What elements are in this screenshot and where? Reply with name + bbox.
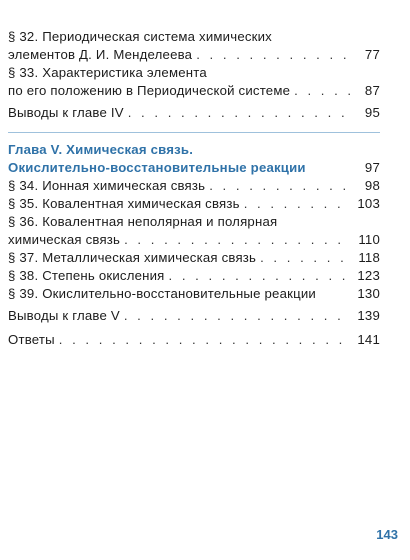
toc-entry-line: § 32. Периодическая система химических <box>8 29 272 44</box>
toc-entry-35 <box>8 195 380 213</box>
toc-entry-38 <box>8 267 380 285</box>
toc-entry-line: § 34. Ионная химическая связь <box>8 178 206 193</box>
chapter-heading-line: Глава V. Химическая связь. <box>8 142 194 157</box>
toc-page-number: 95 <box>364 105 380 120</box>
leader-dots <box>260 249 350 267</box>
leader-dots <box>196 46 350 64</box>
toc-page-number: 97 <box>364 160 380 175</box>
leader-dots <box>244 195 350 213</box>
toc-page-number: 87 <box>364 83 380 98</box>
toc-entry-37 <box>8 249 380 267</box>
toc-entry-line: § 35. Ковалентная химическая связь <box>8 196 240 211</box>
toc-entry-line: Выводы к главе IV <box>8 105 124 120</box>
toc-entry-line: Ответы <box>8 332 55 347</box>
leader-dots <box>209 177 350 195</box>
toc-entry-34 <box>8 177 380 195</box>
toc-page-number: 103 <box>357 196 380 211</box>
page-number: 143 <box>376 527 398 542</box>
toc-entry-summary-iv <box>8 104 380 122</box>
toc-entry-39 <box>8 285 380 303</box>
toc-entry-line: § 38. Степень окисления <box>8 268 165 283</box>
toc-entry-36 <box>8 213 380 249</box>
toc-page-number: 98 <box>364 178 380 193</box>
leader-dots <box>59 331 350 349</box>
toc-page-number: 139 <box>357 308 380 323</box>
toc-page-number: 130 <box>357 286 380 301</box>
toc-entry-line: химическая связь <box>8 232 121 247</box>
toc-entry-line: Выводы к главе V <box>8 308 120 323</box>
toc-page-number: 123 <box>357 268 380 283</box>
toc-entry-33 <box>8 64 380 100</box>
toc-page-number: 141 <box>357 332 380 347</box>
toc-chapter-v-heading <box>8 141 380 177</box>
leader-dots <box>124 231 350 249</box>
leader-dots <box>128 104 350 122</box>
toc-page-number: 118 <box>358 250 380 265</box>
leader-dots <box>294 82 350 100</box>
toc-entry-line: § 33. Характеристика элемента <box>8 65 207 80</box>
chapter-heading-line: Окислительно-восстановительные реакции <box>8 160 306 175</box>
toc-page-number: 77 <box>364 47 380 62</box>
toc-entry-line: § 37. Металлическая химическая связь <box>8 250 257 265</box>
table-of-contents <box>8 28 380 349</box>
toc-page-number: 110 <box>358 232 380 247</box>
toc-entry-answers <box>8 331 380 349</box>
leader-dots <box>169 267 350 285</box>
divider <box>8 132 380 133</box>
toc-entry-line: элементов Д. И. Менделеева <box>8 47 193 62</box>
toc-entry-summary-v <box>8 307 380 325</box>
leader-dots <box>124 307 350 325</box>
toc-entry-32 <box>8 28 380 64</box>
toc-entry-line: по его положению в Периодической системе <box>8 83 291 98</box>
toc-entry-line: § 36. Ковалентная неполярная и полярная <box>8 214 278 229</box>
toc-entry-line: § 39. Окислительно-восстановительные реакции <box>8 286 316 301</box>
